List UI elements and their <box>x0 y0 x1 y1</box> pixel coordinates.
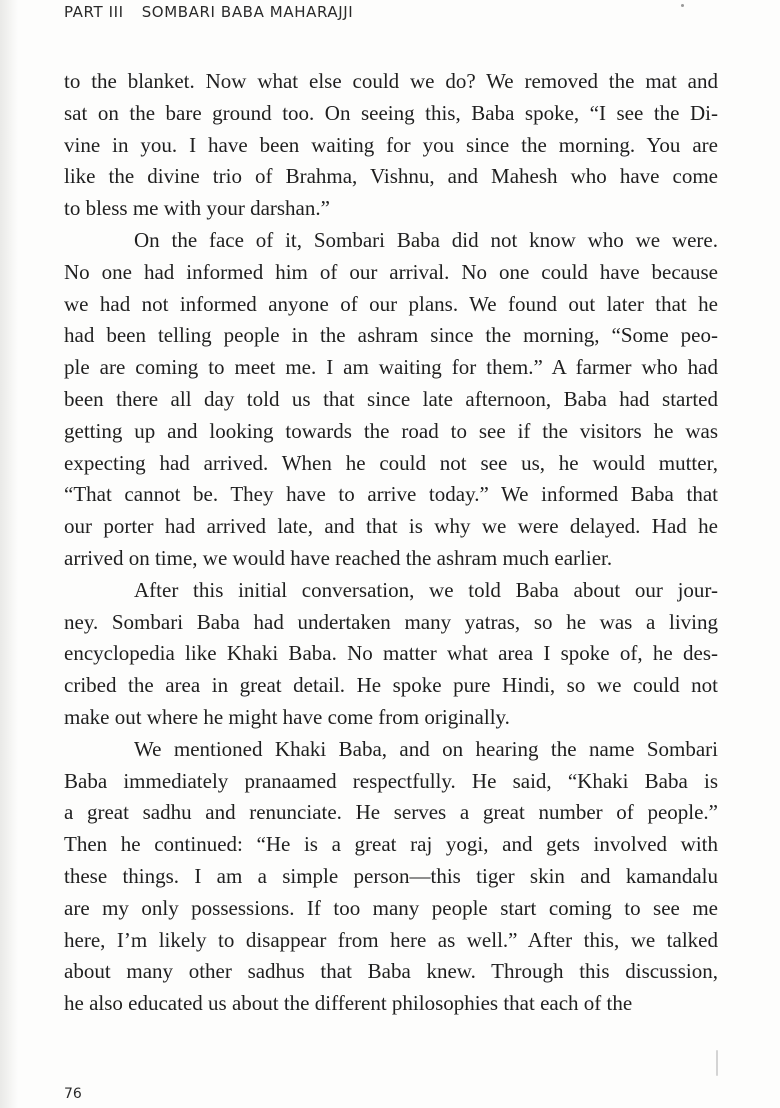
text-line: he also educated us about the different philosophies that each of the <box>64 991 633 1016</box>
text-line: sat on the bare ground too. On seeing this, Baba spoke, “I see the Di- <box>64 100 718 125</box>
text-line: Baba immediately pranaamed respectfully. He said, “Khaki Baba is <box>64 768 718 793</box>
running-head-title: SOMBARI BABA MAHARAJJI <box>141 3 354 21</box>
text-line: about many other sadhus that Baba knew. Through this discussion, <box>64 959 718 984</box>
body-text <box>64 66 718 1020</box>
text-line: On the face of it, Sombari Baba did not know who we were. <box>134 227 718 252</box>
text-line: getting up and looking towards the road to see if the visitors he was <box>64 418 718 443</box>
text-line: Then he continued: “He is a great raj yogi, and gets involved with <box>64 832 718 857</box>
text-line: ple are coming to meet me. I am waiting for them.” A farmer who had <box>64 355 718 380</box>
paragraph <box>64 734 718 1020</box>
text-line: encyclopedia like Khaki Baba. No matter what area I spoke of, he des- <box>64 641 718 666</box>
text-line: a great sadhu and renunciate. He serves a great number of people.” <box>64 800 718 825</box>
text-line: here, I’m likely to disappear from here as well.” After this, we talked <box>64 927 718 952</box>
scan-speck <box>716 1050 718 1076</box>
paragraph <box>64 225 718 575</box>
scan-speck <box>681 4 684 7</box>
text-line: these things. I am a simple person—this tiger skin and kamandalu <box>64 863 718 888</box>
page-number: 76 <box>64 1086 82 1102</box>
text-line: to the blanket. Now what else could we do? We removed the mat and <box>64 69 718 93</box>
text-line: been there all day told us that since late afternoon, Baba had started <box>64 386 718 411</box>
text-line: cribed the area in great detail. He spoke pure Hindi, so we could not <box>64 673 718 698</box>
running-head <box>64 3 353 21</box>
text-line: like the divine trio of Brahma, Vishnu, and Mahesh who have come <box>64 164 718 189</box>
paragraph <box>64 66 718 225</box>
spine-shadow <box>0 0 18 1108</box>
paragraph <box>64 575 718 734</box>
text-line: to bless me with your darshan.” <box>64 196 330 221</box>
text-line: “That cannot be. They have to arrive today.” We informed Baba that <box>64 482 718 507</box>
text-line: After this initial conversation, we told Baba about our jour- <box>134 577 718 602</box>
text-line: we had not informed anyone of our plans. We found out later that he <box>64 291 718 316</box>
text-line: are my only possessions. If too many people start coming to see me <box>64 895 718 920</box>
text-line: had been telling people in the ashram since the morning, “Some peo- <box>64 323 718 348</box>
running-head-part: PART III <box>64 3 124 21</box>
text-line: make out where he might have come from originally. <box>64 704 510 729</box>
text-line: our porter had arrived late, and that is why we were delayed. Had he <box>64 514 718 539</box>
text-line: We mentioned Khaki Baba, and on hearing the name Sombari <box>134 736 718 761</box>
text-line: vine in you. I have been waiting for you since the morning. You are <box>64 132 718 157</box>
text-line: expecting had arrived. When he could not see us, he would mutter, <box>64 450 718 475</box>
text-line: No one had informed him of our arrival. No one could have because <box>64 259 718 284</box>
text-line: arrived on time, we would have reached the ashram much earlier. <box>64 545 613 570</box>
text-line: ney. Sombari Baba had undertaken many yatras, so he was a living <box>64 609 718 634</box>
